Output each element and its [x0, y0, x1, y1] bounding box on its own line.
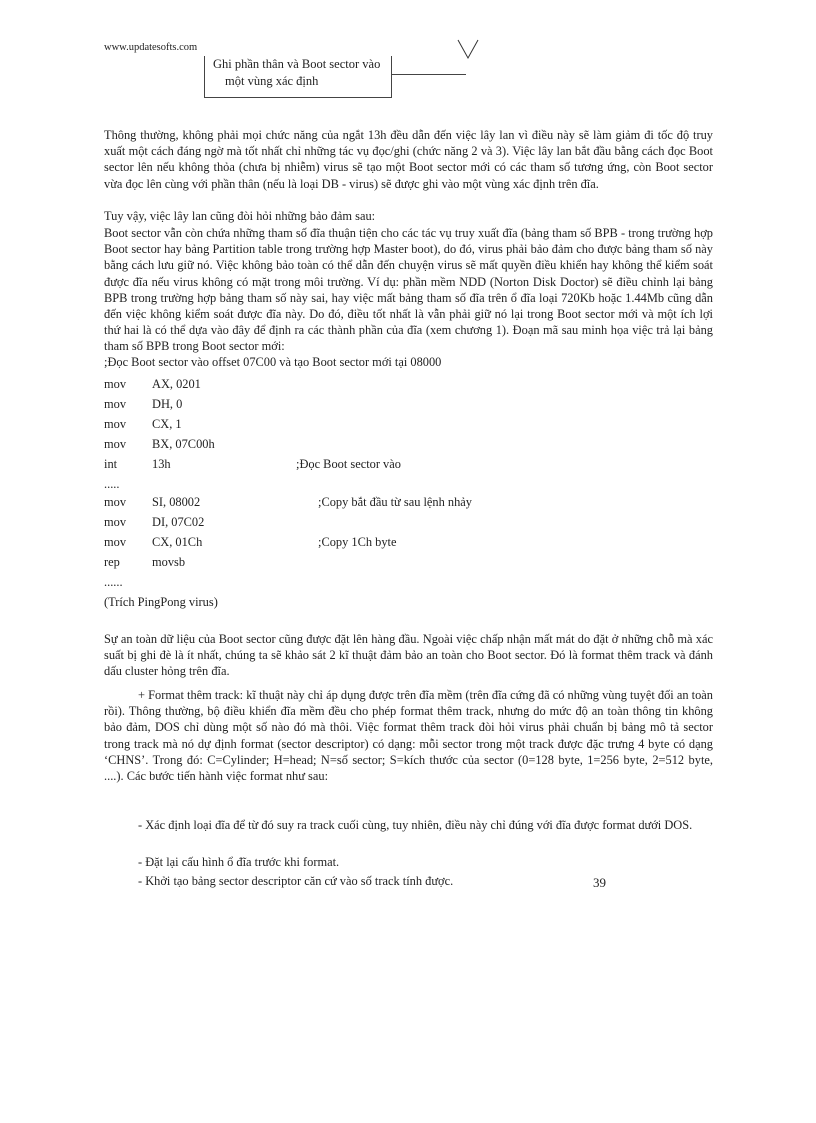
header-url: www.updatesofts.com [104, 42, 198, 53]
code-op: mov [104, 377, 127, 391]
code-arg: DI, 07C02 [152, 515, 205, 529]
code-arg: AX, 0201 [152, 377, 201, 391]
code-op: mov [104, 437, 127, 451]
code-comment: ;Copy 1Ch byte [318, 535, 397, 549]
code-op: ..... [104, 477, 120, 491]
code-op: int [104, 457, 118, 471]
flowchart-arrow-icon [456, 38, 486, 60]
flowchart-box-line1: Ghi phần thân và Boot sector vào [213, 57, 381, 71]
safety-paragraph: Sự an toàn dữ liệu của Boot sector cũng được đặt lên hàng đầu. Ngoài việc chấp nhận mất mát do đặt ở những chỗ mà xác suất bị ghi đè là ít nhất, chúng ta sẽ khảo sát 2 kĩ thuật đảm bảo an toàn cho Boot sector. Đó là format thêm track và đánh dấu cluster hỏng trên đĩa. [104, 632, 713, 679]
code-arg: 13h [152, 457, 171, 471]
code-arg: movsb [152, 555, 186, 569]
code-arg: CX, 01Ch [152, 535, 203, 549]
step-list-item: - Khởi tạo bảng sector descriptor căn cứ vào số track tính được. [138, 874, 454, 888]
format-paragraph: + Format thêm track: kĩ thuật này chỉ áp dụng được trên đĩa mềm (trên đĩa cứng đã có những vùng tuyệt đối an toàn rồi). Thông thường, bộ điều khiển đĩa mềm đều cho phép format thêm track, nhưng do mức độ an toàn thông tin không bảo đảm, DOS chỉ dùng một số nào đó mà thôi. Việc format thêm track đòi hỏi virus phải chuẩn bị bảng mô tả sector trong track mà nó dự định format (sector descriptor) có dạng: mỗi sector trong một track được đặc trưng 4 byte có dạng ‘CHNS’. Trong đó: C=Cylinder; H=head; N=số sector; S=kích thước của sector (0=128 byte, 1=256 byte, 2=512 byte, ....). Các bước tiến hành việc format như sau: [104, 688, 713, 784]
flowchart-box [204, 56, 392, 98]
code-heading: ;Đọc Boot sector vào offset 07C00 và tạo Boot sector mới tại 08000 [104, 355, 442, 369]
code-arg: BX, 07C00h [152, 437, 215, 451]
code-op: mov [104, 535, 127, 549]
code-arg: CX, 1 [152, 417, 182, 431]
code-op: mov [104, 515, 127, 529]
flowchart-box-line2: một vùng xác định [225, 74, 319, 88]
step-list-item: - Đặt lại cấu hình ổ đĩa trước khi format. [138, 855, 340, 869]
step-list-item: - Xác định loại đĩa để từ đó suy ra track cuối cùng, tuy nhiên, điều này chỉ đúng với đĩa được format dưới DOS. [138, 818, 693, 832]
code-arg: DH, 0 [152, 397, 183, 411]
intro-paragraph: Thông thường, không phải mọi chức năng của ngắt 13h đều dẫn đến việc lây lan vì điều này sẽ làm giảm đi tốc độ truy xuất một cách đáng ngờ mà tốt nhất chỉ những tác vụ đọc/ghi (chức năng 2 và 3). Việc lây lan bắt đầu bằng cách đọc Boot sector lên nếu không thỏa (chưa bị nhiễm) virus sẽ tạo một Boot sector mới có các tham số tương ứng, còn Boot sector vừa đọc lên cùng với phần thân (nếu là loại DB - virus) sẽ được ghi vào một vùng xác định trên đĩa. [104, 128, 713, 191]
code-comment: ;Copy bắt đầu từ sau lệnh nhảy [318, 495, 472, 509]
code-source-note: (Trích PingPong virus) [104, 595, 218, 609]
flowchart-connector [392, 74, 466, 75]
code-op: mov [104, 417, 127, 431]
code-op: rep [104, 555, 120, 569]
code-op: ...... [104, 575, 123, 589]
code-op: mov [104, 397, 127, 411]
code-arg: SI, 08002 [152, 495, 201, 509]
page-number: 39 [593, 875, 606, 890]
requirements-line: Tuy vậy, việc lây lan cũng đòi hỏi những bảo đảm sau: [104, 209, 376, 223]
code-op: mov [104, 495, 127, 509]
bpb-paragraph: Boot sector vẫn còn chứa những tham số đĩa thuận tiện cho các tác vụ truy xuất đĩa (bảng tham số BPB - trong trường hợp Boot sector hay bảng Partition table trong trường hợp Master boot), do đó, virus phải bảo đảm cho được bảng tham số này bằng cách lưu giữ nó. Việc không bảo toàn có thể dẫn đến chuyện virus sẽ mất quyền điều khiển hay không thể kiểm soát được đĩa nếu virus không có mặt trong môi trường. Ví dụ: phần mềm NDD (Norton Disk Doctor) sẽ điều chỉnh lại bảng BPB trong trường hợp bảng tham số này sai, hay việc mất bảng tham số đĩa trên ổ đĩa loại 720Kb hoặc 1.44Mb cũng dẫn đến việc không kiểm soát được đĩa này. Do đó, điều tốt nhất là vẫn phải giữ nó lại trong Boot sector mới và một ích lợi thứ hai là có thể dựa vào đây để định ra các thành phần của đĩa (xem chương 1). Đoạn mã sau minh họa việc trả lại bảng tham số BPB trong Boot sector mới: [104, 226, 713, 354]
code-comment: ;Đọc Boot sector vào [296, 457, 401, 471]
